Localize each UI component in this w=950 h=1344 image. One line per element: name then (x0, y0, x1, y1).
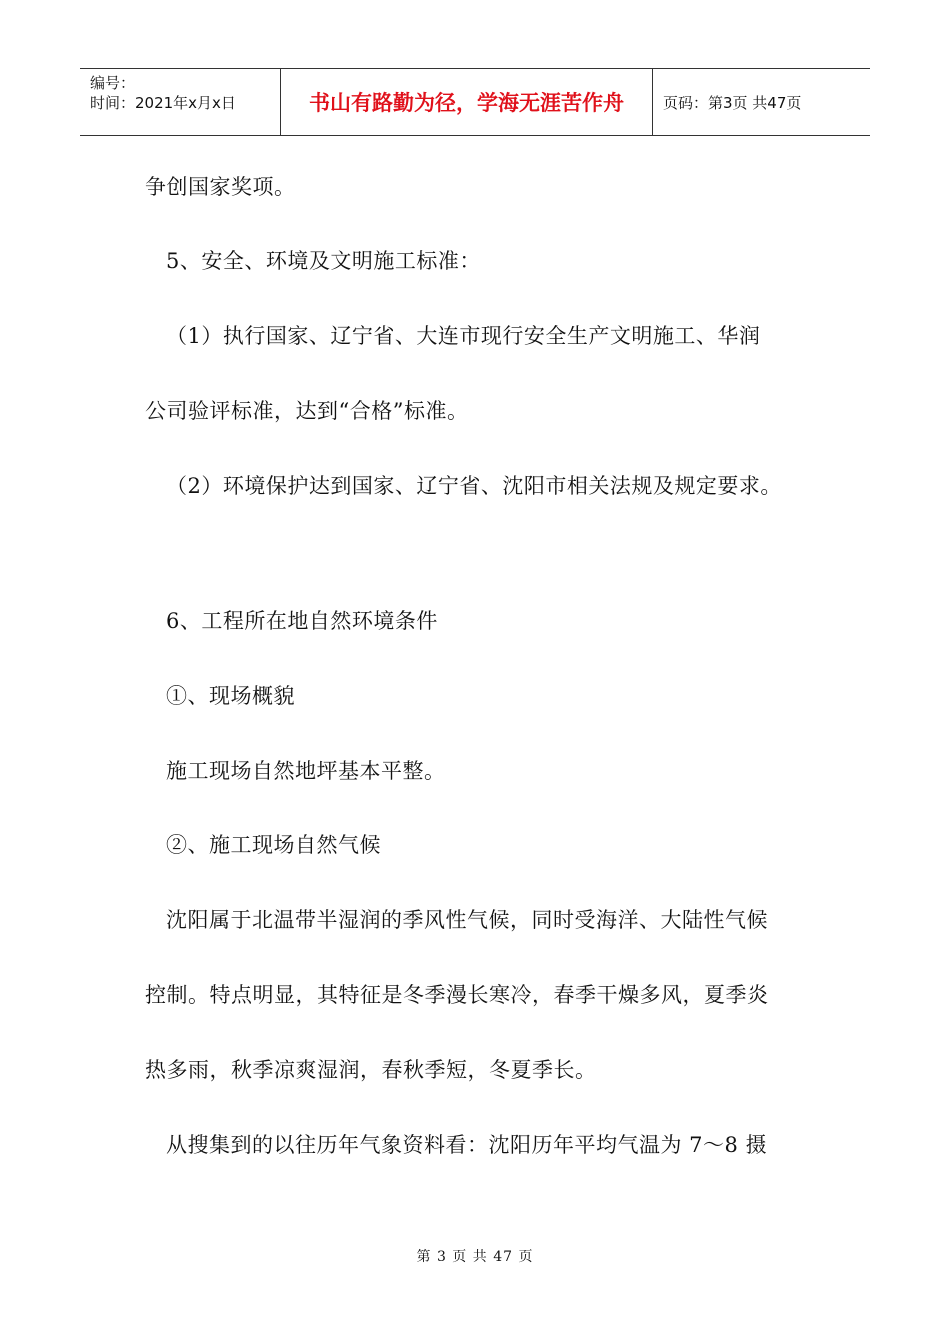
header-page-cell (653, 69, 870, 135)
section-heading-6: 6、工程所在地自然环境条件 (166, 609, 438, 633)
header-motto-cell (281, 69, 653, 135)
header-motto: 书山有路勤为径，学海无涯苦作舟 (309, 91, 624, 115)
body-line-13: 从搜集到的以往历年气象资料看：沈阳历年平均气温为 7～8 摄 (166, 1133, 768, 1157)
header-meta-cell (80, 69, 281, 135)
body-line-3: （1）执行国家、辽宁省、大连市现行安全生产文明施工、华润 (166, 324, 761, 348)
body-line-1: 争创国家奖项。 (145, 175, 296, 199)
header-page-number: 页码：第3页 共47页 (663, 93, 802, 112)
body-line-4: 公司验评标准，达到“合格”标准。 (145, 399, 469, 423)
body-line-5: （2）环境保护达到国家、辽宁省、沈阳市相关法规及规定要求。 (166, 474, 782, 498)
page-footer: 第 3 页 共 47 页 (416, 1249, 534, 1265)
document-time-label: 时间：2021年x月x日 (90, 94, 236, 112)
section-heading-5: 5、安全、环境及文明施工标准： (166, 249, 481, 273)
document-number-label: 编号： (90, 74, 136, 92)
body-line-11: 控制。特点明显，其特征是冬季漫长寒冷，春季干燥多风，夏季炎 (145, 983, 769, 1007)
body-line-10: 沈阳属于北温带半湿润的季风性气候，同时受海洋、大陆性气候 (166, 908, 768, 932)
page-header (80, 68, 870, 136)
body-line-8: 施工现场自然地坪基本平整。 (166, 759, 446, 783)
subsection-heading-2: ②、施工现场自然气候 (166, 833, 381, 857)
body-line-12: 热多雨，秋季凉爽湿润，春秋季短，冬夏季长。 (145, 1058, 597, 1082)
subsection-heading-1: ①、现场概貌 (166, 684, 295, 708)
